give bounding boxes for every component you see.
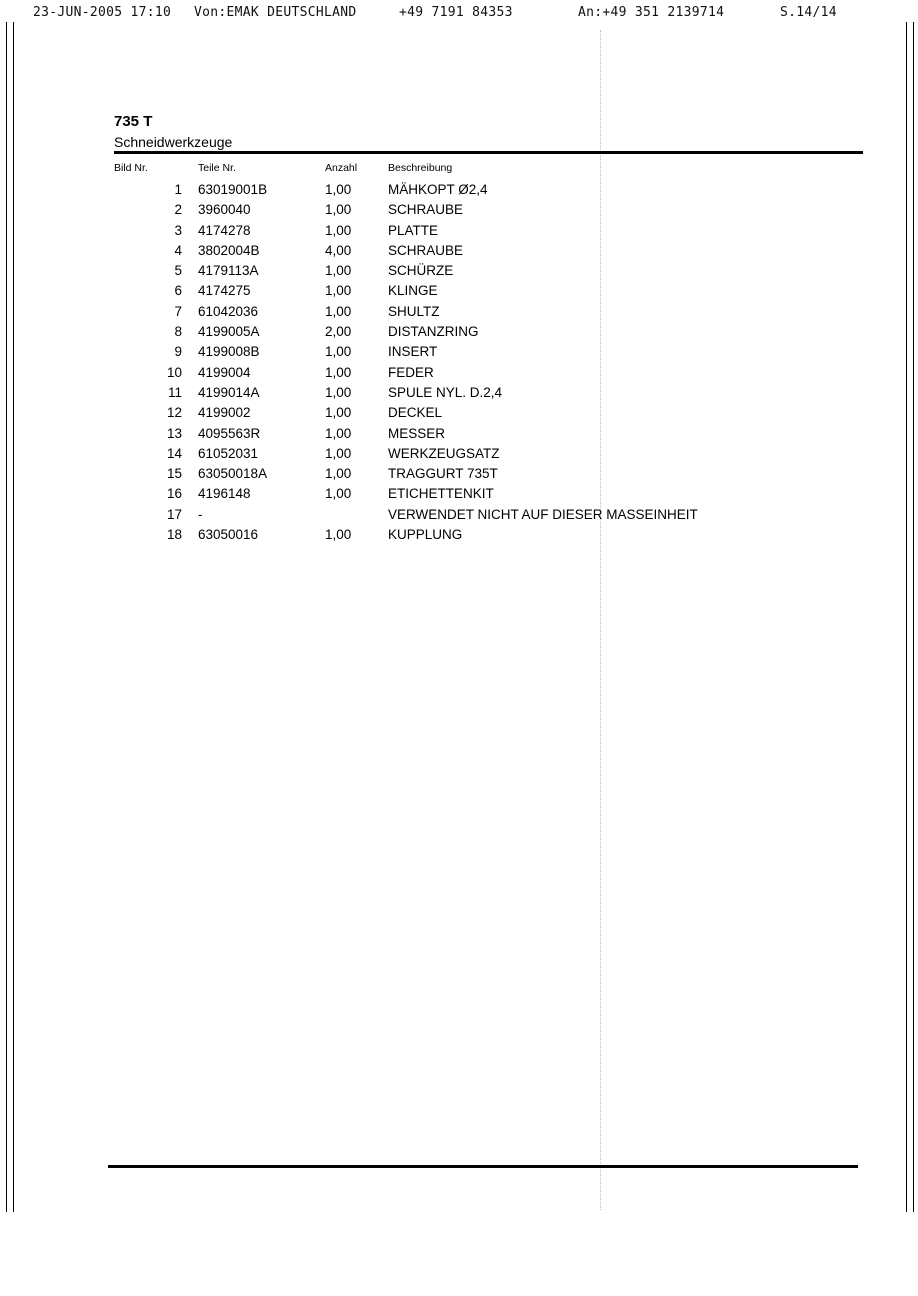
- cell-anzahl: 1,00: [325, 222, 352, 238]
- cell-bild-nr: 7: [174, 303, 182, 319]
- footer-rule: [108, 1165, 858, 1168]
- cell-beschreibung: PLATTE: [388, 222, 439, 238]
- table-row: [0, 242, 918, 262]
- cell-beschreibung: KLINGE: [388, 283, 438, 299]
- cell-teile-nr: -: [198, 506, 203, 522]
- cell-beschreibung: MÄHKOPT Ø2,4: [388, 182, 488, 197]
- cell-teile-nr: 61052031: [198, 445, 259, 461]
- cell-anzahl: 1,00: [325, 202, 352, 218]
- cell-beschreibung: DISTANZRING: [388, 324, 479, 340]
- cell-bild-nr: 14: [166, 445, 182, 461]
- table-row: [0, 303, 918, 323]
- cell-anzahl: 1,00: [325, 303, 352, 319]
- cell-anzahl: 1,00: [325, 364, 352, 380]
- cell-teile-nr: 4199002: [198, 405, 251, 421]
- cell-anzahl: 1,00: [325, 182, 352, 197]
- cell-teile-nr: 4199004: [198, 364, 251, 380]
- cell-bild-nr: 4: [174, 242, 182, 258]
- table-row: [0, 445, 918, 465]
- cell-anzahl: 1,00: [325, 344, 352, 360]
- cell-bild-nr: 17: [166, 506, 182, 522]
- cell-anzahl: 4,00: [325, 242, 352, 258]
- cell-beschreibung: VERWENDET NICHT AUF DIESER MASSEINHEIT: [388, 506, 698, 522]
- cell-bild-nr: 18: [166, 527, 182, 543]
- table-row: [0, 425, 918, 445]
- cell-teile-nr: 63050016: [198, 527, 259, 543]
- cell-beschreibung: MESSER: [388, 425, 446, 441]
- table-row: [0, 222, 918, 242]
- table-row: [0, 364, 918, 384]
- column-header-teile-nr: Teile Nr.: [198, 162, 236, 174]
- cell-teile-nr: 63050018A: [198, 466, 268, 482]
- header-rule: [114, 151, 863, 154]
- cell-bild-nr: 3: [174, 222, 182, 238]
- cell-beschreibung: INSERT: [388, 344, 438, 360]
- column-header-beschreibung: Beschreibung: [388, 162, 453, 174]
- cell-beschreibung: SHULTZ: [388, 303, 440, 319]
- fax-page-number: S.14/14: [780, 5, 837, 20]
- cell-teile-nr: 3802004B: [198, 242, 260, 258]
- cell-bild-nr: 13: [166, 425, 182, 441]
- cell-anzahl: 1,00: [325, 405, 352, 421]
- cell-bild-nr: 5: [174, 263, 182, 279]
- cell-bild-nr: 6: [174, 283, 182, 299]
- cell-beschreibung: KUPPLUNG: [388, 527, 463, 543]
- column-header-bild-nr: Bild Nr.: [114, 162, 148, 174]
- cell-bild-nr: 10: [166, 364, 182, 380]
- cell-beschreibung: SCHÜRZE: [388, 263, 454, 279]
- table-row: [0, 384, 918, 404]
- table-row: [0, 485, 918, 505]
- parts-table: [0, 181, 918, 546]
- cell-teile-nr: 63019001B: [198, 182, 268, 197]
- fax-sender-phone: +49 7191 84353: [399, 5, 513, 20]
- cell-teile-nr: 4199008B: [198, 344, 260, 360]
- table-row: [0, 262, 918, 282]
- cell-anzahl: 1,00: [325, 486, 352, 502]
- cell-beschreibung: DECKEL: [388, 405, 443, 421]
- document-subtitle: Schneidwerkzeuge: [114, 134, 233, 150]
- cell-teile-nr: 4199014A: [198, 384, 260, 400]
- cell-beschreibung: WERKZEUGSATZ: [388, 445, 500, 461]
- table-row: [0, 465, 918, 485]
- column-header-anzahl: Anzahl: [325, 162, 358, 174]
- cell-anzahl: 2,00: [325, 324, 352, 340]
- cell-anzahl: 1,00: [325, 425, 352, 441]
- cell-beschreibung: ETICHETTENKIT: [388, 486, 494, 502]
- cell-bild-nr: 9: [174, 344, 182, 360]
- cell-anzahl: 1,00: [325, 384, 352, 400]
- cell-beschreibung: FEDER: [388, 364, 434, 380]
- cell-bild-nr: 1: [174, 182, 182, 197]
- table-row: [0, 181, 918, 201]
- cell-teile-nr: 4174278: [198, 222, 251, 238]
- cell-beschreibung: TRAGGURT 735T: [388, 466, 498, 482]
- cell-beschreibung: SPULE NYL. D.2,4: [388, 384, 503, 400]
- cell-teile-nr: 3960040: [198, 202, 251, 218]
- cell-bild-nr: 16: [166, 486, 182, 502]
- cell-anzahl: 1,00: [325, 283, 352, 299]
- cell-teile-nr: 61042036: [198, 303, 259, 319]
- cell-teile-nr: 4174275: [198, 283, 251, 299]
- cell-bild-nr: 11: [167, 384, 182, 400]
- fax-sender: Von:EMAK DEUTSCHLAND: [194, 5, 357, 20]
- cell-anzahl: 1,00: [325, 445, 352, 461]
- cell-anzahl: 1,00: [325, 263, 352, 279]
- cell-beschreibung: SCHRAUBE: [388, 242, 464, 258]
- table-row: [0, 404, 918, 424]
- table-row: [0, 323, 918, 343]
- cell-teile-nr: 4196148: [198, 486, 251, 502]
- table-row: [0, 506, 918, 526]
- cell-bild-nr: 8: [174, 324, 182, 340]
- cell-teile-nr: 4199005A: [198, 324, 260, 340]
- fax-recipient: An:+49 351 2139714: [578, 5, 725, 20]
- cell-teile-nr: 4179113A: [198, 263, 259, 279]
- cell-beschreibung: SCHRAUBE: [388, 202, 464, 218]
- table-row: [0, 343, 918, 363]
- cell-bild-nr: 2: [174, 202, 182, 218]
- table-row: [0, 282, 918, 302]
- cell-teile-nr: 4095563R: [198, 425, 261, 441]
- fax-header: [0, 5, 918, 23]
- cell-bild-nr: 12: [166, 405, 182, 421]
- cell-anzahl: 1,00: [325, 466, 352, 482]
- table-row: [0, 201, 918, 221]
- fax-datetime: 23-JUN-2005 17:10: [33, 5, 172, 20]
- table-row: [0, 526, 918, 546]
- cell-anzahl: 1,00: [325, 527, 352, 543]
- document-title: 735 T: [114, 113, 153, 130]
- cell-bild-nr: 15: [166, 466, 182, 482]
